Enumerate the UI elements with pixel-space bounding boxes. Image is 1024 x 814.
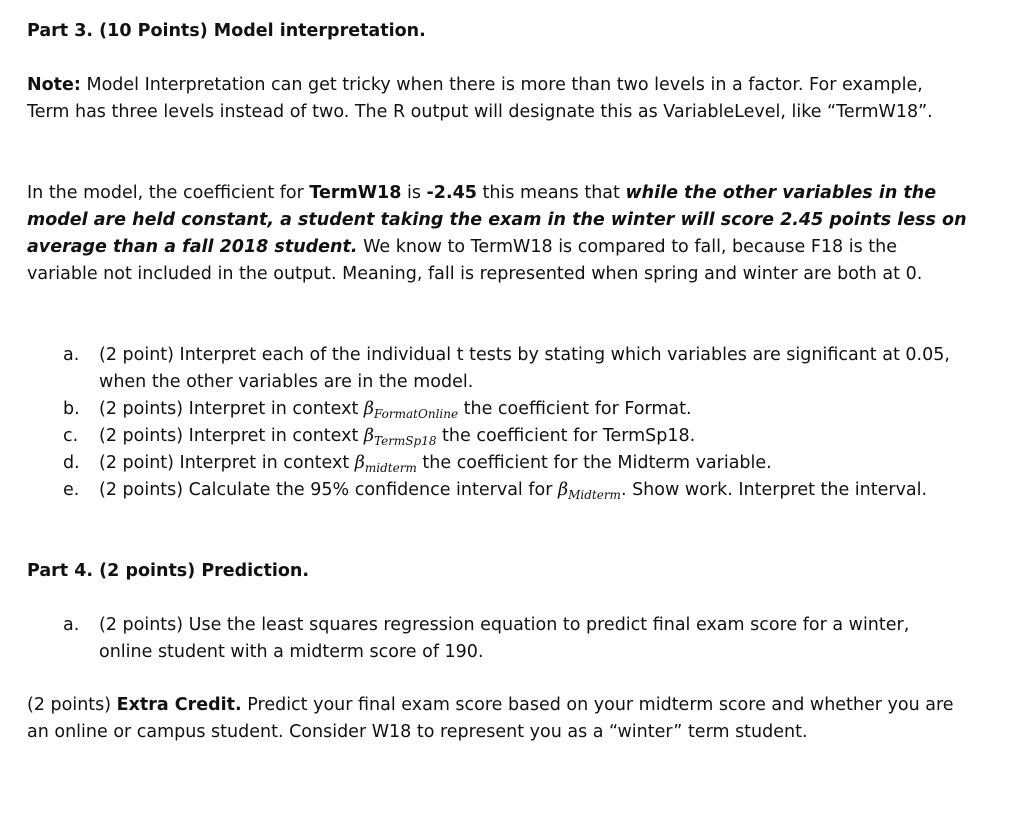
item-text-end: . Show work. Interpret the interval. [620, 480, 928, 500]
beta-letter: β [363, 399, 375, 419]
emphasized-interpretation: while the other variables in the model are held constant, a student taking the exam in the winter will score 2.45 points less on average than a fall 2018 student. [27, 183, 967, 257]
item-marker: c. [63, 426, 79, 446]
beta-subscript: FormatOnline [374, 407, 459, 421]
coefficient-paragraph [27, 180, 967, 288]
extra-credit-points: (2 points) [27, 695, 117, 715]
question-item [63, 423, 963, 450]
extra-credit-label: Extra Credit. [116, 695, 242, 715]
part3-heading: Part 3. (10 Points) Model interpretation. [27, 21, 426, 41]
item-text: (2 point) Interpret in context [99, 453, 355, 473]
beta-symbol [558, 480, 621, 500]
item-text: (2 points) Interpret in context [99, 426, 364, 446]
part3-question-list [63, 342, 963, 504]
item-marker: a. [63, 615, 80, 635]
beta-symbol [355, 453, 417, 473]
para-text-4: We know to TermW18 is compared to fall, because F18 is the variable not included in the output. Meaning, fall is represented when spring and winter are both at 0. [27, 237, 923, 284]
item-marker: b. [63, 399, 80, 419]
item-text-end: the coefficient for TermSp18. [436, 426, 696, 446]
para-text-2: is [401, 183, 427, 203]
para-text-3: this means that [476, 183, 626, 203]
question-item [63, 612, 963, 666]
coefficient-value: -2.45 [426, 183, 477, 203]
item-marker: d. [63, 453, 80, 473]
beta-letter: β [354, 453, 365, 473]
note-paragraph [27, 72, 967, 126]
question-item [63, 396, 963, 423]
item-marker: a. [63, 345, 80, 365]
beta-subscript: Midterm [568, 488, 621, 502]
extra-credit-text: Predict your final exam score based on your midterm score and whether you are an online or campus student. Consider W18 to represent you as a “winter” term student. [27, 695, 954, 742]
item-text: (2 points) Use the least squares regression equation to predict final exam score for a winter, online student with a midterm score of 190. [99, 615, 910, 662]
question-item [63, 450, 963, 477]
note-text: Model Interpretation can get tricky when there is more than two levels in a factor. For example, Term has three levels instead of two. The R output will designate this as VariableLevel, like “TermW18”. [27, 75, 933, 122]
extra-credit-paragraph [27, 692, 967, 746]
question-item [63, 477, 963, 504]
note-label: Note: [27, 75, 81, 95]
item-text-end: the coefficient for the Midterm variable. [416, 453, 772, 473]
beta-symbol [364, 399, 458, 419]
beta-subscript: TermSp18 [374, 434, 437, 448]
question-item [63, 342, 963, 396]
para-text-1: In the model, the coefficient for [27, 183, 310, 203]
item-marker: e. [63, 480, 80, 500]
item-text: (2 points) Interpret in context [99, 399, 364, 419]
part4-question-list [63, 612, 963, 666]
item-text-end: the coefficient for Format. [458, 399, 692, 419]
item-text: (2 points) Calculate the 95% confidence interval for [99, 480, 558, 500]
term-w18-label: TermW18 [309, 183, 402, 203]
beta-subscript: midterm [364, 461, 417, 475]
part4-heading: Part 4. (2 points) Prediction. [27, 561, 310, 581]
item-text: (2 point) Interpret each of the individual t tests by stating which variables are significant at 0.05, when the other variables are in the model. [99, 345, 950, 392]
beta-symbol [364, 426, 437, 446]
beta-letter: β [363, 426, 375, 446]
beta-letter: β [557, 480, 569, 500]
